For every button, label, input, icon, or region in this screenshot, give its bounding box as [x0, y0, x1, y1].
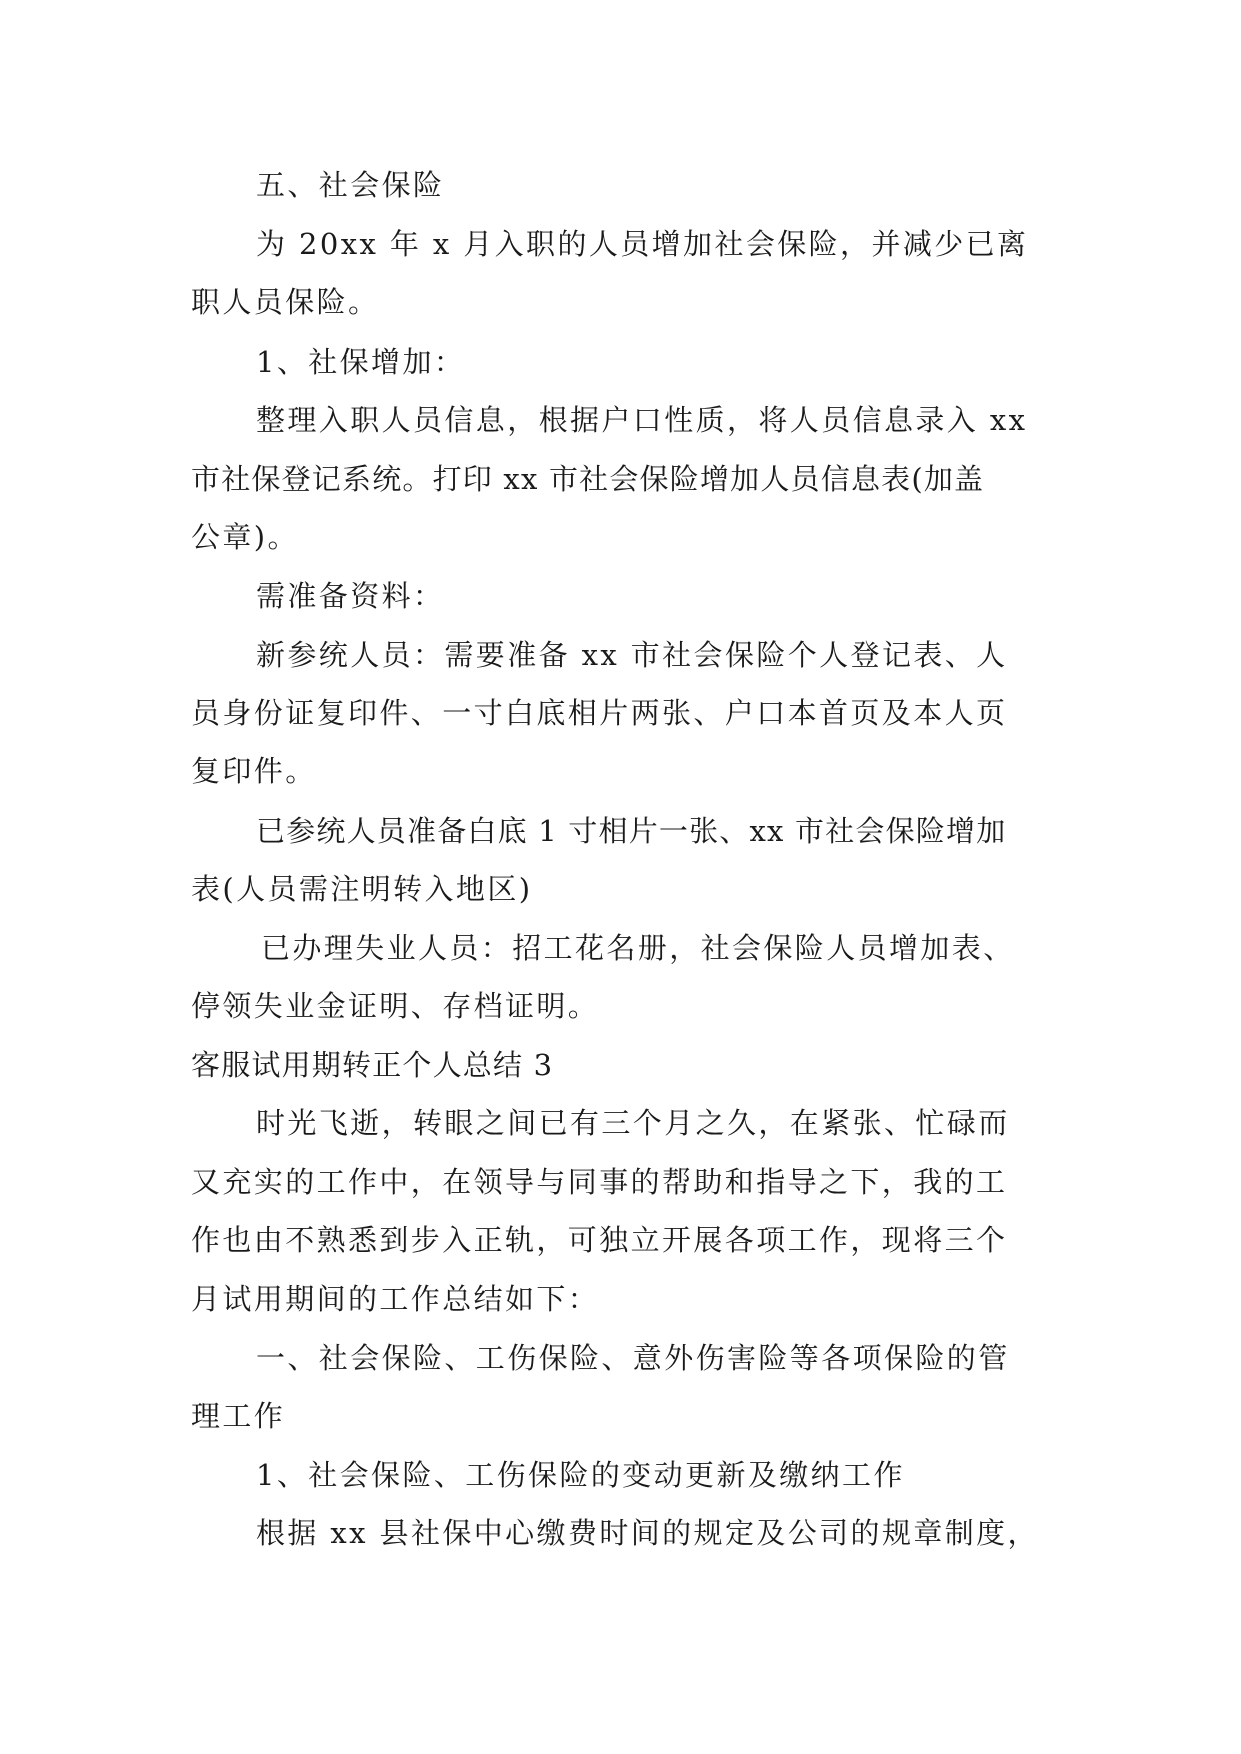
paragraph-line: 月试用期间的工作总结如下：: [191, 1282, 600, 1316]
paragraph-line: 作也由不熟悉到步入正轨，可独立开展各项工作，现将三个: [191, 1223, 1008, 1257]
paragraph-line: 为 20xx 年 x 月入职的人员增加社会保险，并减少已离: [256, 227, 1029, 261]
section-heading-social-insurance: 五、社会保险: [256, 168, 445, 202]
paragraph-line: 市社保登记系统。打印 xx 市社会保险增加人员信息表(加盖: [191, 462, 985, 496]
paragraph-line: 复印件。: [191, 754, 317, 788]
paragraph-line: 员身份证复印件、一寸白底相片两张、户口本首页及本人页: [191, 696, 1008, 730]
paragraph-line: 停领失业金证明、存档证明。: [191, 989, 600, 1023]
paragraph-line: 又充实的工作中，在领导与同事的帮助和指导之下，我的工: [191, 1165, 1008, 1199]
paragraph-line: 时光飞逝，转眼之间已有三个月之久，在紧张、忙碌而: [256, 1106, 1010, 1140]
paragraph-line: 已办理失业人员：招工花名册，社会保险人员增加表、: [261, 931, 1015, 965]
paragraph-line: 整理入职人员信息，根据户口性质，将人员信息录入 xx: [256, 403, 1028, 437]
subheading-insurance-increase: 1、社保增加：: [256, 345, 466, 379]
section-heading-insurance-management: 一、社会保险、工伤保险、意外伤害险等各项保险的管: [256, 1341, 1010, 1375]
document-title: 客服试用期转正个人总结 3: [191, 1048, 554, 1082]
paragraph-line: 新参统人员：需要准备 xx 市社会保险个人登记表、人: [256, 638, 1008, 672]
paragraph-line: 表(人员需注明转入地区): [191, 872, 533, 906]
paragraph-line: 理工作: [191, 1399, 286, 1433]
paragraph-line: 公章)。: [191, 520, 299, 554]
subheading-required-materials: 需准备资料：: [256, 579, 445, 613]
paragraph-line: 已参统人员准备白底 1 寸相片一张、xx 市社会保险增加: [256, 814, 1007, 848]
paragraph-line: 职人员保险。: [191, 285, 380, 319]
paragraph-line: 根据 xx 县社保中心缴费时间的规定及公司的规章制度，: [256, 1516, 1039, 1550]
subheading-insurance-updates: 1、社会保险、工伤保险的变动更新及缴纳工作: [256, 1458, 905, 1492]
